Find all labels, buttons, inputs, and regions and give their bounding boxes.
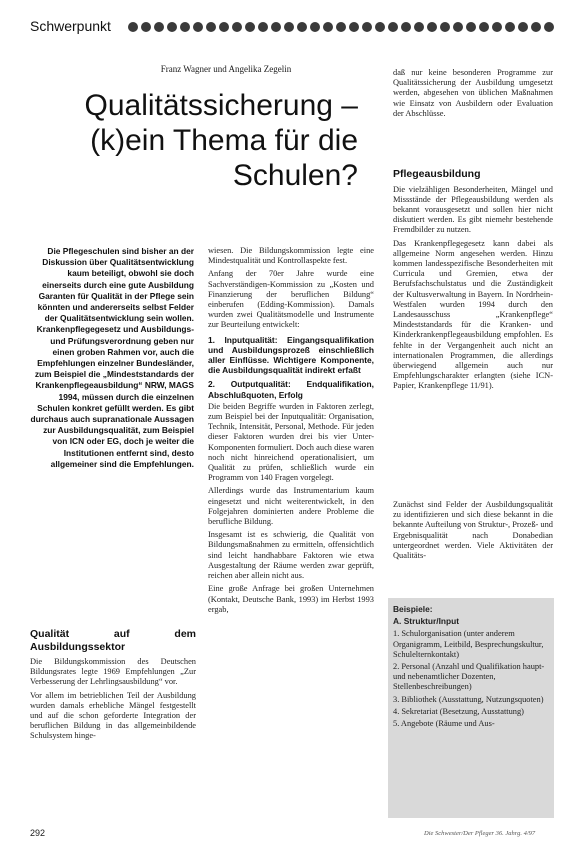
- box-subtitle: A. Struktur/Input: [393, 616, 460, 627]
- paragraph: Zunächst sind Felder der Ausbildungsqualität zu identifizieren und sich diese bekannt in die bekannte Aufteilung von Struktur-, Prozeß- und Ergebnisqualität nach Donabedian untergeordnet werden. Viele Aktivitäten der Qualitäts-: [393, 500, 553, 561]
- paragraph: Die Bildungskommission des Deutschen Bildungsrates legte 1969 Empfehlungen „Zur Verbesserung der Lehrlingsausbildung“ vor.: [30, 657, 196, 687]
- article-title: [40, 88, 358, 193]
- title-line: Qualitätssicherung –: [84, 89, 358, 122]
- list-item: 4. Sekretariat (Besetzung, Ausstattung): [393, 706, 524, 716]
- paragraph: Eine große Anfrage bei großen Unternehmen (Kontakt, Deutsche Bank, 1993) im Herbst 1993 ergab,: [208, 584, 374, 614]
- paragraph: Allerdings wurde das Instrumentarium kaum eingesetzt und nicht weiterentwickelt, in den Folgejahren dominierten andere Probleme die berufliche Bildung.: [208, 486, 374, 527]
- column-3-lower: [393, 500, 553, 564]
- list-item: 1. Schulorganisation (unter anderem Organigramm, Leitbild, Besprechungskultur, Schulelternkontakt): [393, 629, 544, 659]
- paragraph: Die beiden Begriffe wurden in Faktoren zerlegt, zum Beispiel bei der Inputqualität: Organisation, Technik, Intensität, Personal, Methode. Für jeden dieser Faktoren wurden drei bis vier Unter-Komponenten formuliert. Doch auch diese waren noch nicht hinreichend operationalisiert, um Qualität zu prüfen, schließlich wurde ein Programm von 140 Fragen vorgelegt.: [208, 401, 374, 483]
- box-title: Beispiele:: [393, 604, 433, 614]
- paragraph: Das Krankenpflegegesetz kann dabei als allgemeine Norm angesehen werden. Hinzu kommen landesspezifische Besonderheiten mit Curricula und Gremien, etwa der Berufsfachschulstatus und die Zuständigkeit der Kultusverwaltung in Bayern. In Nordrhein-Westfalen wurden 1994 durch den Landesausschuss „Krankenpflege“ Mindeststandards für die Kranken- und Kinderkrankenpflegeausbildung empfohlen. Es fehlte in der Vergangenheit auch nicht an internationalen Programmen, die allerdings überwiegend allgemein auch nur Empfehlungscharakter erlangten (siehe ICN-Papier, Krankenpflege 11/91).: [393, 238, 553, 391]
- page-number: 292: [30, 828, 46, 838]
- section-heading: Qualität auf dem Ausbildungssektor: [30, 628, 196, 653]
- paragraph: Insgesamt ist es schwierig, die Qualität von Bildungsmaßnahmen zu ermitteln, offensichtlich sind leicht handhabbare Faktoren wie etwa Ausgestaltung der Räume werden zwar geprüft, reichen aber allein nicht aus.: [208, 530, 374, 581]
- section-label: Schwerpunkt: [30, 18, 111, 34]
- title-line: Schulen?: [232, 159, 358, 192]
- paragraph: wiesen. Die Bildungskommission legte eine Mindestqualität und Kontrollaspekte fest.: [208, 246, 374, 266]
- list-item: 5. Angebote (Räume und Aus-: [393, 719, 495, 729]
- column-3: [393, 168, 553, 395]
- paragraph: daß nur keine besonderen Programme zur Qualitätssicherung der Ausbildung umgesetzt werden, abgesehen von üblichen Maßnahmen wie Einsatz von Ausbildern oder Evaluation der Abschlüsse.: [393, 68, 553, 118]
- paragraph: Die vielzähligen Besonderheiten, Mängel und Missstände der Pflegeausbildung werden als bekannt vorausgesetzt und sollen hier nicht diskutiert werden. Es gibt niemehr bestehende Fremdbilder zu nutzen.: [393, 184, 553, 235]
- list-item: 3. Bibliothek (Ausstattung, Nutzungsquoten): [393, 694, 544, 704]
- column-1: [30, 628, 196, 745]
- section-dots-decoration: [128, 22, 554, 32]
- paragraph: Anfang der 70er Jahre wurde eine Sachverständigen-Kommission zu „Kosten und Finanzierung der beruflichen Bildung“ einberufen (Edding-Kommission). Damals wurden zwei Qualitätsmodelle und Instrumente zur Beurteilung entwickelt:: [208, 269, 374, 330]
- subheading: 2. Outputqualität: Endqualifikation, Abschlußquoten, Erfolg: [208, 379, 374, 400]
- column-3-top: [393, 68, 553, 122]
- column-2: [208, 246, 374, 618]
- examples-box: [388, 598, 554, 818]
- article-teaser: Die Pflegeschulen sind bisher an der Diskussion über Qualitätsentwicklung kaum beteiligt, obwohl sie doch einerseits durch eine gute Ausbildung Garanten für Qualität in der Pflege sein könnten und andererseits selbst Felder der Qualitätsentwicklung sein wollen. Krankenpflegegesetz und Ausbildungs- und Prüfungsverordnung geben nur einen groben Rahmen vor, auch die Empfehlungen einzelner Bundesländer, zum Beispiel die „Mindeststandards der Krankenpflegeausbildung“ NRW, MAGS 1994, müssen durch die einzelnen Schulen konkret gefüllt werden. Es gibt durchaus auch supranationale Aussagen zur Ausbildungsqualität, zum Beispiel von ICN oder EG, doch je weiter die Institutionen entfernt sind, desto allgemeiner sind die Empfehlungen.: [30, 246, 194, 469]
- section-heading: Pflegeausbildung: [393, 168, 481, 180]
- journal-footer: Die Schwester/Der Pfleger 36. Jahrg. 4/97: [424, 830, 536, 837]
- article-authors: Franz Wagner und Angelika Zegelin: [160, 64, 292, 74]
- list-item: 2. Personal (Anzahl und Qualifikation haupt- und nebenamtlicher Dozenten, Stellenbeschreibungen): [393, 662, 545, 692]
- title-line: (k)ein Thema für die: [90, 124, 358, 157]
- subheading: 1. Inputqualität: Eingangsqualifikation und Ausbildungsprozeß einschließlich aller Einflüsse. Wichtigere Komponente, die Ausbildungsqualität indirekt erfaßt: [208, 334, 374, 376]
- paragraph: Vor allem im betrieblichen Teil der Ausbildung wurden damals erhebliche Mängel festgestellt und auf die schon geforderte Integration der beruflichen Bildung in das allgemeinbildende Schulsystem hinge-: [30, 690, 196, 741]
